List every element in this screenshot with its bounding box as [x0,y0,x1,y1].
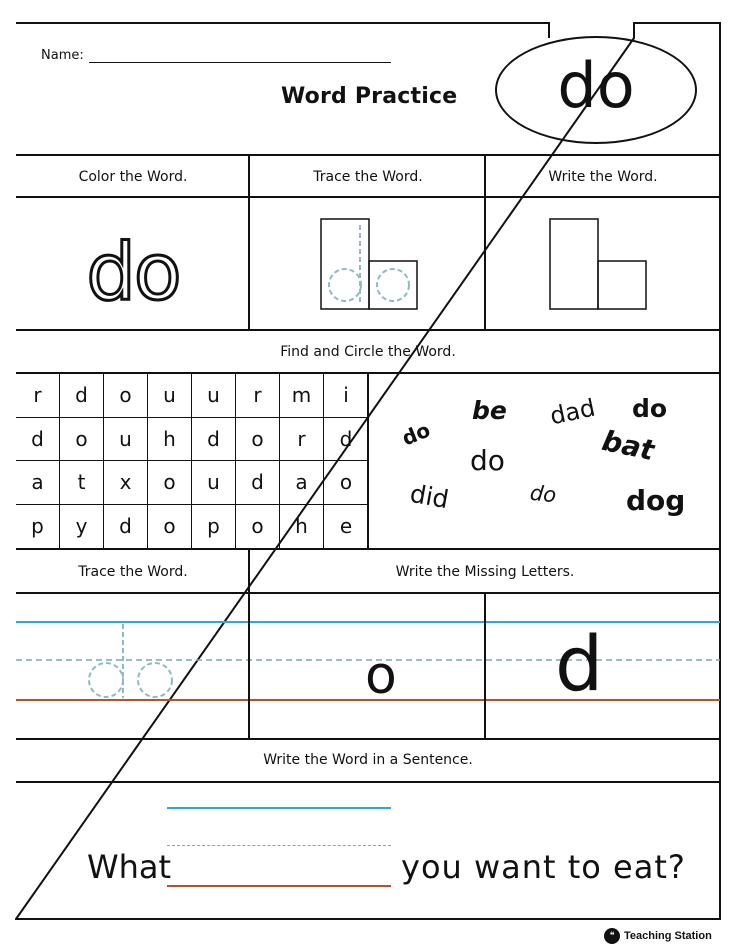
color-word-label: Color the Word. [78,169,188,185]
brand-name: Teaching Station [624,930,712,942]
grid-letter[interactable]: u [148,374,192,418]
sentence-mid-line [167,845,391,846]
grid-letter[interactable]: a [280,461,324,505]
trace-word-label: Trace the Word. [313,169,423,185]
name-line[interactable] [89,62,391,63]
sentence-after: you want to eat? [401,848,686,886]
speech-bubble-icon: ❝ [604,928,620,944]
write-box-short[interactable] [598,261,646,309]
name-label: Name: [41,48,84,63]
letter-grid[interactable] [15,374,368,548]
grid-letter[interactable]: m [280,374,324,418]
traced-letters-2 [89,624,172,698]
sentence-top-line [167,807,391,809]
outlined-word[interactable]: do [86,228,180,318]
find-circle-label: Find and Circle the Word. [280,344,456,360]
missing-letter-o: o [365,646,397,706]
grid-letter[interactable]: u [192,461,236,505]
cloud-word[interactable]: dog [626,484,686,517]
grid-letter[interactable]: o [60,418,104,462]
blank-slot-1[interactable] [390,646,392,647]
footer-brand [604,928,712,944]
grid-letter[interactable]: x [104,461,148,505]
trace-word-area[interactable] [251,199,485,329]
word-cloud[interactable] [370,374,720,548]
grid-letter[interactable]: a [16,461,60,505]
write-box-tall[interactable] [550,219,598,309]
letter-box-tall [321,219,369,309]
cloud-word[interactable]: do [632,394,668,423]
grid-letter[interactable]: e [339,514,353,539]
grid-letter[interactable]: r [16,374,60,418]
grid-letter[interactable]: o [324,461,368,505]
grid-letter[interactable]: d [324,418,368,462]
grid-letter[interactable]: p [192,505,236,549]
worksheet-frame [15,22,721,920]
grid-letter[interactable]: d [104,505,148,549]
page-title: Word Practice [281,84,458,109]
sentence-before: What [87,848,172,886]
grid-letter[interactable]: h [148,418,192,462]
grid-letter[interactable]: d [60,374,104,418]
grid-letter[interactable]: i [324,374,368,418]
color-word-area[interactable] [17,199,249,329]
cloud-word[interactable]: did [407,478,451,515]
missing-letters-label: Write the Missing Letters. [395,564,575,580]
grid-letter[interactable]: t [60,461,104,505]
cloud-word[interactable]: be [472,396,507,425]
cloud-word[interactable]: bat [599,423,658,468]
cloud-word[interactable]: do [528,480,558,508]
sentence-label: Write the Word in a Sentence. [263,752,473,768]
grid-letter[interactable]: h [280,505,324,549]
grid-letter[interactable]: o [236,505,280,549]
grid-letter[interactable]: o [104,374,148,418]
write-word-area[interactable] [487,199,719,329]
grid-letter[interactable]: o [148,505,192,549]
trace-word-label-2: Trace the Word. [78,564,188,580]
grid-letter[interactable]: r [236,374,280,418]
grid-letter[interactable]: u [104,418,148,462]
grid-letter[interactable]: u [192,374,236,418]
grid-letter[interactable]: o [236,418,280,462]
grid-letter[interactable]: d [192,418,236,462]
grid-letter[interactable]: y [60,505,104,549]
grid-letter[interactable]: r [280,418,324,462]
sentence-answer-line[interactable] [167,885,391,887]
featured-word: do [557,49,635,122]
cloud-word[interactable]: do [470,444,505,477]
grid-letter[interactable]: d [16,418,60,462]
missing-letter-d: d [555,619,604,708]
cloud-word[interactable]: do [398,417,434,451]
grid-letter[interactable]: o [148,461,192,505]
grid-letter[interactable]: d [236,461,280,505]
write-word-label: Write the Word. [548,169,658,185]
cloud-word[interactable]: dad [547,393,598,431]
grid-letter[interactable]: p [16,505,60,549]
blank-slot-2[interactable] [615,646,617,647]
